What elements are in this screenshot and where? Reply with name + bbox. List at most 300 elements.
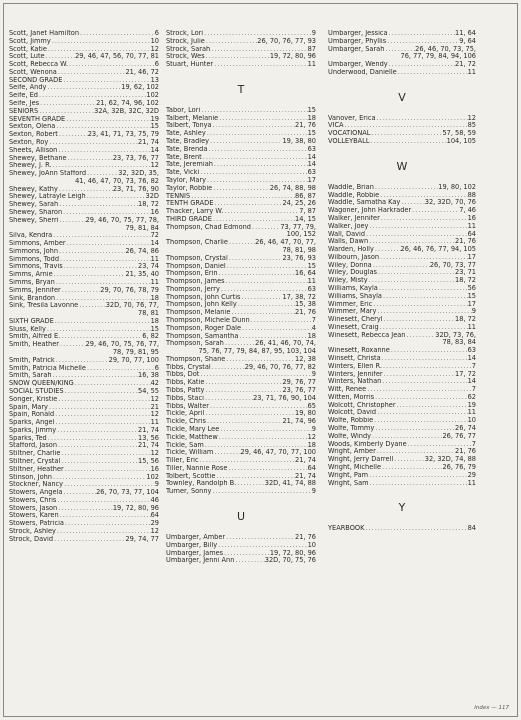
index-entry (166, 107, 316, 115)
entry-name: Stafford, Jason (9, 442, 57, 450)
entry-pages: 23, 73, 76, 77 (112, 154, 159, 162)
entry-pages: 19 (150, 115, 159, 123)
dot-leader (67, 155, 113, 163)
dot-leader (58, 186, 113, 194)
dot-leader (368, 277, 455, 285)
dot-leader (55, 279, 151, 287)
entry-name: Woods, Kimberly Dyane (328, 440, 407, 448)
dot-leader (86, 365, 155, 373)
dot-leader (206, 130, 308, 138)
index-entry (328, 363, 476, 371)
index-entry (9, 302, 159, 310)
entry-name: Tiller, Nannie Rose (166, 464, 228, 472)
index-entry (9, 528, 159, 536)
dot-leader (56, 528, 151, 536)
entry-pages: 26, 46, 76, 77, 94, 105 (400, 246, 476, 254)
entry-name: Spain, Mary (9, 403, 48, 411)
entry-name: Stowers, Angela (9, 489, 63, 497)
entry-pages: 6 (154, 30, 159, 37)
index-entry (328, 246, 476, 254)
index-entry (328, 277, 476, 285)
entry-pages: 64 (150, 512, 159, 520)
dot-leader (400, 199, 424, 207)
entry-name: Walker, Joey (328, 222, 369, 230)
entry-pages: 88 (467, 191, 476, 199)
entry-pages: 14 (307, 161, 316, 169)
entry-pages: 21, 74 (295, 457, 316, 465)
entry-pages: 11 (150, 255, 159, 263)
dot-leader (379, 192, 467, 200)
entry-name: Talbert, Tonya (166, 122, 212, 130)
entry-name: Seife, Jes (9, 100, 40, 108)
entry-pages: 11 (467, 323, 476, 331)
section-letter: V (398, 90, 406, 104)
entry-pages: 12 (150, 162, 159, 170)
entry-pages: 12 (150, 528, 159, 535)
entry-pages: 12 (150, 450, 159, 458)
entry-name: Wagoner, John Harkrader (328, 207, 412, 215)
index-entry (328, 130, 476, 138)
dot-leader (388, 61, 455, 69)
index-entry (328, 192, 476, 200)
entry-pages: 7, 87 (299, 208, 316, 216)
entry-pages: 26, 76, 77 (442, 432, 476, 440)
index-entry (166, 263, 316, 271)
dot-leader (234, 557, 264, 565)
dot-leader (378, 285, 468, 293)
entry-pages: 32D, 73, 76, (435, 331, 476, 339)
entry-name: Shewey, Latrayle Leigh (9, 193, 86, 201)
dot-leader (374, 246, 401, 254)
entry-name: Simmons, John (9, 247, 59, 255)
entry-name: Sparks, Jimmy (9, 426, 57, 434)
index-entry (166, 534, 316, 542)
entry-name: Shewey, Sherri (9, 216, 59, 224)
index-entry (328, 269, 476, 277)
entry-pages: 11 (467, 409, 476, 417)
entry-pages: 9 (311, 371, 316, 379)
dot-leader (372, 262, 430, 270)
entry-name: Winesett, Cheryl (328, 316, 383, 324)
dot-leader (47, 46, 151, 54)
entry-name: Tate, Vicki (166, 169, 200, 177)
entry-pages: 29, 46, 70, 76, 77, 82 (244, 363, 316, 371)
dot-leader (199, 371, 311, 379)
index-entry (166, 473, 316, 481)
dot-leader (56, 427, 138, 435)
entry-pages: 26, 74 (455, 425, 476, 433)
index-entry (9, 396, 159, 404)
entry-name: Simmons, Todd (9, 255, 60, 263)
entry-name: Wilbourn, Jason (328, 253, 380, 261)
entry-name: TENNIS (166, 192, 191, 200)
entry-pages: 7 (471, 386, 476, 394)
entry-name: Wright, Sam (328, 479, 369, 487)
entry-pages: 32D, 70, 76, 77, (105, 302, 159, 310)
index-entry (166, 410, 316, 418)
index-entry (9, 481, 159, 489)
entry-pages: 29 (467, 471, 476, 479)
entry-name: Wiley, Misty (328, 277, 368, 285)
index-entry (328, 285, 476, 293)
entry-pages: 14 (307, 153, 316, 161)
index-entry (9, 497, 159, 505)
dot-leader (60, 450, 150, 458)
index-entry (9, 512, 159, 520)
entry-name: Thompson, Charlie (166, 239, 228, 247)
index-entry (166, 278, 316, 286)
entry-name: Umbarger, Sarah (328, 45, 385, 53)
index-entry (328, 371, 476, 379)
entry-name: YEARBOOK (328, 525, 365, 533)
entry-name: Tickle, Mary Lee (166, 425, 220, 433)
entry-pages: 19 (467, 401, 476, 409)
entry-name: Tickle, Sam (166, 441, 204, 449)
entry-name: VOCATIONAL (328, 130, 371, 138)
dot-leader (55, 123, 150, 131)
index-entry-continuation: 100, 152 (286, 230, 316, 239)
dot-leader (374, 394, 468, 402)
entry-pages: 24, 25, 26 (282, 200, 316, 208)
entry-name: Umbarger, Amber (166, 533, 226, 541)
entry-name: Scott, Jimmy (9, 37, 51, 45)
index-entry (166, 200, 316, 208)
dot-leader (51, 38, 151, 46)
dot-leader (199, 457, 295, 465)
dot-leader (388, 30, 455, 38)
index-entry (166, 317, 316, 325)
dot-leader (344, 122, 468, 130)
entry-name: Tibbs, Patty (166, 387, 205, 395)
index-entry (166, 356, 316, 364)
entry-name: VICA (328, 122, 344, 130)
index-entry (166, 38, 316, 46)
dot-leader (213, 449, 240, 457)
entry-name: Stiltner, Heather (9, 465, 64, 473)
index-entry (9, 193, 159, 201)
entry-name: Waddle, Samatha Kay (328, 199, 401, 207)
dot-leader (376, 409, 468, 417)
entry-name: Umbarger, James (166, 549, 224, 557)
entry-name: Thompson, Sarah (166, 340, 224, 348)
index-entry (166, 208, 316, 216)
dot-leader (383, 371, 455, 379)
index-entry (328, 293, 476, 301)
entry-name: Tibbs, Dot (166, 371, 200, 379)
entry-pages: 18 (307, 332, 316, 340)
entry-pages: 9 (471, 308, 476, 316)
entry-pages: 10 (467, 417, 476, 425)
index-entry (328, 238, 476, 246)
entry-name: Thompson, John Curtis (166, 293, 241, 301)
entry-name: Stowers, Karen (9, 512, 59, 520)
dot-leader (46, 84, 121, 92)
entry-pages: 32D, 41, 74, 88 (264, 480, 316, 488)
entry-pages: 21, 74 (138, 442, 159, 450)
index-entry (9, 505, 159, 513)
entry-name: Strock, Julie (166, 37, 205, 45)
index-entry (166, 434, 316, 442)
dot-leader (225, 356, 295, 364)
entry-name: Smith, Patricia Michelle (9, 364, 86, 372)
entry-name: Taylor, Mary (166, 176, 206, 184)
entry-name: Stuart, Hunter (166, 61, 214, 69)
index-column-1 (9, 30, 159, 544)
entry-name: Witten, Morris (328, 393, 375, 401)
entry-name: Tolbert, Scottie (166, 472, 216, 480)
index-entry (166, 216, 316, 224)
index-entry (166, 480, 316, 488)
index-entry (328, 355, 476, 363)
index-entry (328, 61, 476, 69)
index-entry (166, 542, 316, 550)
entry-pages: 21, 74 (138, 138, 159, 146)
entry-name: Scott, Katie (9, 45, 47, 53)
entry-pages: 23, 71, 76, 90, 104 (253, 394, 316, 402)
dot-leader (250, 317, 312, 325)
entry-pages: 17 (307, 176, 316, 184)
entry-pages: 18, 72 (138, 201, 159, 209)
index-entry (9, 248, 159, 256)
dot-leader (397, 69, 468, 77)
entry-name: Tickle, Matthew (166, 433, 218, 441)
entry-pages: 21, 62, 74, 96, 102 (96, 100, 159, 108)
index-entry (9, 295, 159, 303)
entry-name: Thompson, Samantha (166, 332, 239, 340)
dot-leader (226, 263, 308, 271)
index-entry (166, 193, 316, 201)
dot-leader (47, 435, 138, 443)
index-entry (166, 270, 316, 278)
index-entry (9, 365, 159, 373)
dot-leader (64, 388, 138, 396)
index-entry (328, 184, 476, 192)
index-entry (9, 411, 159, 419)
entry-pages: 9 (311, 30, 316, 37)
index-entry (9, 271, 159, 279)
entry-name: Taylor, Robbie (166, 184, 213, 192)
entry-pages: 14 (467, 378, 476, 386)
dot-leader (46, 326, 151, 334)
dot-leader (379, 324, 468, 332)
entry-name: Winsett, Christa (328, 355, 381, 362)
index-entry (328, 254, 476, 262)
entry-name: Underwood, Danielle (328, 68, 397, 76)
index-entry (166, 154, 316, 162)
entry-pages: 10 (307, 541, 316, 549)
dot-leader (79, 30, 155, 38)
entry-pages: 13 (150, 76, 159, 84)
dot-leader (206, 418, 282, 426)
dot-leader (57, 69, 126, 77)
entry-pages: 102 (146, 92, 159, 100)
dot-leader (212, 216, 295, 224)
dot-leader (204, 387, 282, 395)
entry-pages: 29, 76, 77 (282, 379, 316, 387)
dot-leader (65, 116, 150, 124)
entry-pages: 85 (467, 122, 476, 130)
entry-pages: 21, 74, 96 (282, 418, 316, 426)
dot-leader (56, 497, 150, 505)
dot-leader (59, 217, 86, 225)
entry-pages: 12 (467, 114, 476, 122)
dot-leader (381, 378, 467, 386)
index-entry (328, 386, 476, 394)
index-entry (9, 404, 159, 412)
entry-name: Winesett, Roxanne (328, 347, 390, 355)
entry-pages: 16, 64 (295, 270, 316, 278)
entry-pages: 56 (467, 284, 476, 292)
index-entry-continuation: 41, 46, 47, 70, 73, 76, 82 (75, 176, 159, 185)
dot-leader (53, 271, 126, 279)
dot-leader (379, 254, 468, 262)
index-entry (9, 256, 159, 264)
dot-leader (225, 278, 308, 286)
entry-pages: 26, 41, 46, 70, 74, (255, 340, 316, 348)
entry-pages: 84 (467, 525, 476, 533)
entry-pages: 12, 38 (295, 355, 316, 363)
dot-leader (212, 122, 295, 130)
dot-leader (218, 115, 307, 123)
dot-leader (218, 434, 308, 442)
dot-leader (38, 92, 146, 100)
index-entry (166, 309, 316, 317)
entry-pages: 15 (150, 325, 159, 333)
entry-name: Tabor, Lori (166, 106, 201, 114)
dot-leader (241, 325, 312, 333)
entry-pages: 46 (150, 496, 159, 504)
entry-name: Sink, Tresila Lavonne (9, 302, 79, 310)
index-entry (166, 185, 316, 193)
entry-name: Scott, Wenona (9, 68, 57, 76)
index-entry-continuation: 78, 83, 84 (442, 338, 476, 347)
entry-name: Shewey, Sharon (9, 208, 63, 216)
entry-name: Thacker, Larry W. (166, 208, 224, 216)
index-entry (9, 442, 159, 450)
entry-pages: 16 (150, 465, 159, 473)
entry-name: Williams, Shayla (328, 292, 382, 300)
dot-leader (62, 209, 150, 217)
entry-name: Stowers, Chris (9, 496, 57, 504)
index-entry (166, 449, 316, 457)
entry-pages: 15, 38 (295, 301, 316, 309)
dot-leader (205, 38, 257, 46)
entry-pages: 102 (146, 473, 159, 481)
index-entry (328, 30, 476, 38)
entry-name: Thompson, Crystal (166, 254, 228, 262)
index-entry (328, 308, 476, 316)
entry-pages: 29, 46, 47, 70, 77, 100 (240, 449, 316, 457)
dot-leader (202, 154, 308, 162)
index-entry (328, 472, 476, 480)
entry-pages: 23, 76, 77 (282, 387, 316, 395)
entry-name: Shewey, JoAnn Stafford (9, 170, 87, 178)
index-entry (166, 115, 316, 123)
entry-pages: 19, 72, 80, 96 (269, 549, 316, 557)
entry-pages: 42 (150, 380, 159, 388)
entry-name: Wolfe, Tommy (328, 425, 375, 433)
dot-leader (374, 184, 438, 192)
dot-leader (57, 505, 113, 513)
entry-name: Winesett, Rebecca Jean (328, 331, 406, 339)
entry-name: Seife, Andy (9, 84, 47, 92)
index-entry (166, 488, 316, 496)
index-entry (9, 108, 159, 116)
dot-leader (52, 162, 151, 170)
entry-pages: 15 (307, 106, 316, 114)
entry-pages: 32, 32D, 70, 76 (424, 199, 476, 207)
entry-name: Spain, Ronald (9, 411, 55, 419)
dot-leader (57, 396, 150, 404)
dot-leader (63, 263, 138, 271)
index-entry (9, 69, 159, 77)
dot-leader (213, 200, 282, 208)
entry-name: Winters, Jennifer (328, 370, 383, 378)
dot-leader (204, 410, 295, 418)
index-entry (9, 474, 159, 482)
index-entry (9, 427, 159, 435)
entry-pages: 26, 70, 73, 77 (429, 261, 476, 269)
entry-name: Tibbs, Crystal (166, 363, 211, 371)
entry-name: Stowers, Jason (9, 504, 58, 512)
dot-leader (228, 239, 255, 247)
entry-pages: 11 (467, 222, 476, 230)
index-entry (328, 223, 476, 231)
entry-name: TENTH GRADE (166, 200, 214, 208)
entry-name: Sexton, Robert (9, 131, 58, 139)
dot-leader (377, 269, 455, 277)
entry-name: Seife, Ed (9, 92, 38, 100)
index-entry (9, 458, 159, 466)
entry-name: Umbarger, Phyllis (328, 37, 387, 45)
entry-pages: 21, 76 (455, 238, 476, 246)
dot-leader (223, 208, 299, 216)
entry-name: THIRD GRADE (166, 215, 212, 223)
entry-name: Scott, Janet Hamilton (9, 30, 79, 37)
dot-leader (61, 287, 100, 295)
dot-leader (376, 115, 468, 123)
dot-leader (210, 46, 307, 54)
entry-pages: 6 (154, 61, 159, 69)
entry-pages: 23, 71 (455, 269, 476, 277)
entry-pages: 26, 76, 79 (442, 463, 476, 471)
dot-leader (60, 458, 138, 466)
index-entry (328, 417, 476, 425)
index-entry (9, 131, 159, 139)
entry-name: Tibbs, Walter (166, 402, 209, 410)
entry-pages: 29, 46, 70, 75, 76, 77, (85, 341, 159, 349)
index-entry (328, 433, 476, 441)
dot-leader (411, 207, 459, 215)
entry-pages: 7 (471, 440, 476, 448)
entry-pages: 17, 38, 72 (282, 293, 316, 301)
index-entry (166, 46, 316, 54)
entry-pages: 23, 41, 71, 73, 75, 79 (87, 131, 159, 139)
dot-leader (407, 441, 472, 449)
index-entry (166, 550, 316, 558)
entry-pages: 14, 15 (295, 215, 316, 223)
index-entry (328, 138, 476, 146)
entry-name: Wiley, Donna (328, 261, 372, 269)
entry-name: Waddle, Brian (328, 183, 374, 191)
dot-leader (60, 333, 142, 341)
entry-name: Turner, Sonny (166, 488, 212, 496)
entry-name: Simms, Jennifer (9, 286, 61, 294)
section-letter: Y (398, 501, 406, 515)
entry-pages: 86, 87 (295, 192, 316, 200)
entry-pages: 26, 74, 86 (125, 247, 159, 255)
dot-leader (218, 270, 295, 278)
